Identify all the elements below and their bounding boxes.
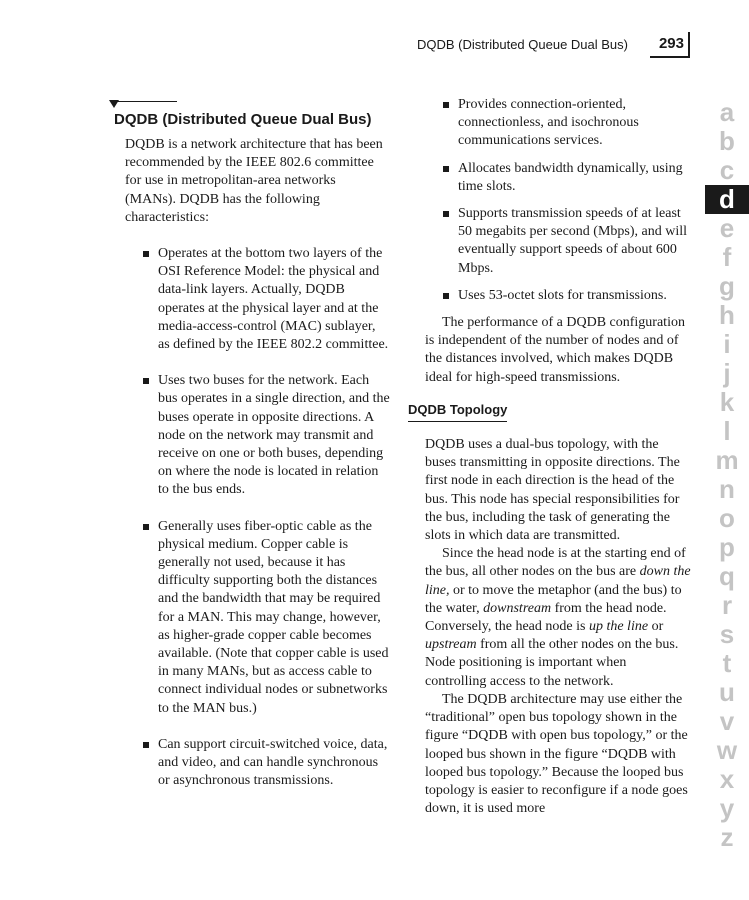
- header-rule-vertical: [688, 32, 690, 58]
- emphasis-term: downstream: [483, 600, 552, 616]
- list-item: [425, 96, 691, 151]
- text-run: or to move the metaphor (and the bus) to the water,: [425, 582, 682, 616]
- left-column: [125, 136, 390, 809]
- thumb-index-letter-a: a: [719, 97, 735, 127]
- topology-paragraph-3: The DQDB architecture may use either the “traditional” open bus topology shown in the figure “DQDB with open bus topology,” or the looped bus shown in the figure “DQDB with looped bus topology.” Because the looped bus topology is easier to reconfigure if a node goes down, it is used more: [425, 691, 688, 817]
- bullet-icon: [143, 378, 149, 384]
- thumb-index-letter-t: t: [722, 648, 732, 678]
- list-item: [425, 205, 691, 278]
- thumb-index-letter-l: l: [723, 416, 731, 446]
- text-run: Since the head node is at the starting end of the bus, all other nodes on the bus are: [425, 546, 686, 580]
- right-bullet-list: [425, 96, 691, 305]
- entry-heading: DQDB (Distributed Queue Dual Bus): [114, 111, 372, 128]
- thumb-index-letter-r: r: [721, 590, 733, 620]
- thumb-index-letter-f: f: [722, 242, 732, 272]
- list-item: [125, 245, 390, 354]
- thumb-index-letter-q: q: [719, 561, 735, 591]
- emphasis-term: upstream: [425, 637, 477, 653]
- bullet-text: Supports transmission speeds of at least 50 megabits per second (Mbps), and will eventually support speeds of about 600 Mbps.: [458, 206, 688, 276]
- thumb-index-letter-y: y: [719, 793, 735, 823]
- bullet-text: Provides connection-oriented, connectionless, and isochronous communications services.: [458, 97, 639, 149]
- bullet-text: Generally uses fiber-optic cable as the physical medium. Copper cable is generally not used, because it has difficulty supporting both the distances and the bandwidth that may be required for a MAN. This may change, however, as higher-grade copper cable becomes available. (Note that copper cable is used in many MANs, but as access cable to connect individual nodes or subnetworks to the MAN bus.): [158, 518, 389, 716]
- list-item: [125, 736, 390, 791]
- thumb-index-letter-b: b: [719, 126, 735, 156]
- thumb-index-letter-i: i: [723, 329, 731, 359]
- bullet-icon: [443, 211, 449, 217]
- thumb-index-letter-d: d: [705, 185, 749, 214]
- thumb-index-letter-h: h: [719, 300, 735, 330]
- list-item: [125, 372, 390, 499]
- text-run: from all the other nodes on the bus. Node positioning is important when controlling access to the network.: [425, 637, 679, 689]
- bullet-text: Operates at the bottom two layers of the OSI Reference Model: the physical and data-link layers. Actually, DQDB operates at the physical layer and at the media-access-control (MAC) sublayer, as defined by the IEEE 802.2 committee.: [158, 246, 389, 353]
- thumb-index-letter-m: m: [715, 445, 739, 475]
- subheading-topology: DQDB Topology: [408, 401, 507, 422]
- bullet-text: Allocates bandwidth dynamically, using time slots.: [458, 160, 683, 194]
- thumb-index-letter-n: n: [719, 474, 735, 504]
- list-item: [425, 160, 691, 196]
- page-number: 293: [658, 35, 684, 52]
- thumb-index-letter-j: j: [723, 358, 731, 388]
- thumb-index-letter-p: p: [719, 532, 735, 562]
- thumb-index-letter-u: u: [719, 677, 735, 707]
- thumb-index-letter-k: k: [719, 387, 735, 417]
- bullet-icon: [143, 251, 149, 257]
- entry-marker-rule: [113, 101, 177, 102]
- thumb-index-letter-x: x: [719, 764, 735, 794]
- emphasis-term: up the line: [588, 619, 649, 635]
- thumb-index-letter-g: g: [719, 271, 735, 301]
- thumb-index-letter-c: c: [719, 155, 735, 185]
- topology-paragraph-2: [425, 545, 691, 691]
- bullet-icon: [143, 742, 149, 748]
- topology-paragraph-1: DQDB uses a dual-bus topology, with the buses transmitting in opposite directions. The first node in each direction is the head of the bus. This node has special responsibilities for the bus, including the task of generating the slots in which data are transmitted.: [425, 437, 680, 544]
- emphasis-term: down the line,: [425, 564, 691, 598]
- thumb-index-letter-z: z: [720, 822, 734, 852]
- bullet-icon: [443, 293, 449, 299]
- bullet-text: Uses 53-octet slots for transmissions.: [458, 287, 667, 303]
- thumb-index-letter-s: s: [719, 619, 735, 649]
- header-rule-horizontal: [650, 56, 690, 58]
- running-head: [417, 34, 690, 56]
- left-bullet-list: [125, 245, 390, 790]
- bullet-icon: [443, 102, 449, 108]
- text-run: from the head node. Conversely, the head node is: [425, 600, 667, 635]
- performance-paragraph: The performance of a DQDB configuration is independent of the number of nodes and of the distances involved, which makes DQDB ideal for high-speed transmissions.: [425, 315, 685, 385]
- thumb-index-letter-v: v: [719, 706, 735, 736]
- bullet-text: Can support circuit-switched voice, data, and video, and can handle synchronous or asynchronous transmissions.: [158, 736, 388, 789]
- bullet-text: Uses two buses for the network. Each bus operates in a single direction, and the buses operate in opposite directions. A node on the network may transmit and receive on one or both buses, depending on where the node is located in relation to the bus ends.: [158, 373, 390, 498]
- list-item: [425, 287, 691, 305]
- running-head-title: DQDB (Distributed Queue Dual Bus): [417, 37, 628, 52]
- thumb-index: [705, 98, 749, 852]
- thumb-index-letter-w: w: [716, 735, 738, 765]
- intro-paragraph: DQDB is a network architecture that has been recommended by the IEEE 802.6 committee for use in metropolitan-area networks (MANs). DQDB has the following characteristics:: [125, 137, 383, 225]
- bullet-icon: [143, 524, 149, 530]
- list-item: [125, 518, 390, 718]
- thumb-index-letter-e: e: [719, 213, 735, 243]
- text-run: or: [648, 619, 664, 635]
- thumb-index-letter-o: o: [719, 503, 735, 533]
- right-column: [408, 96, 691, 818]
- bullet-icon: [443, 166, 449, 172]
